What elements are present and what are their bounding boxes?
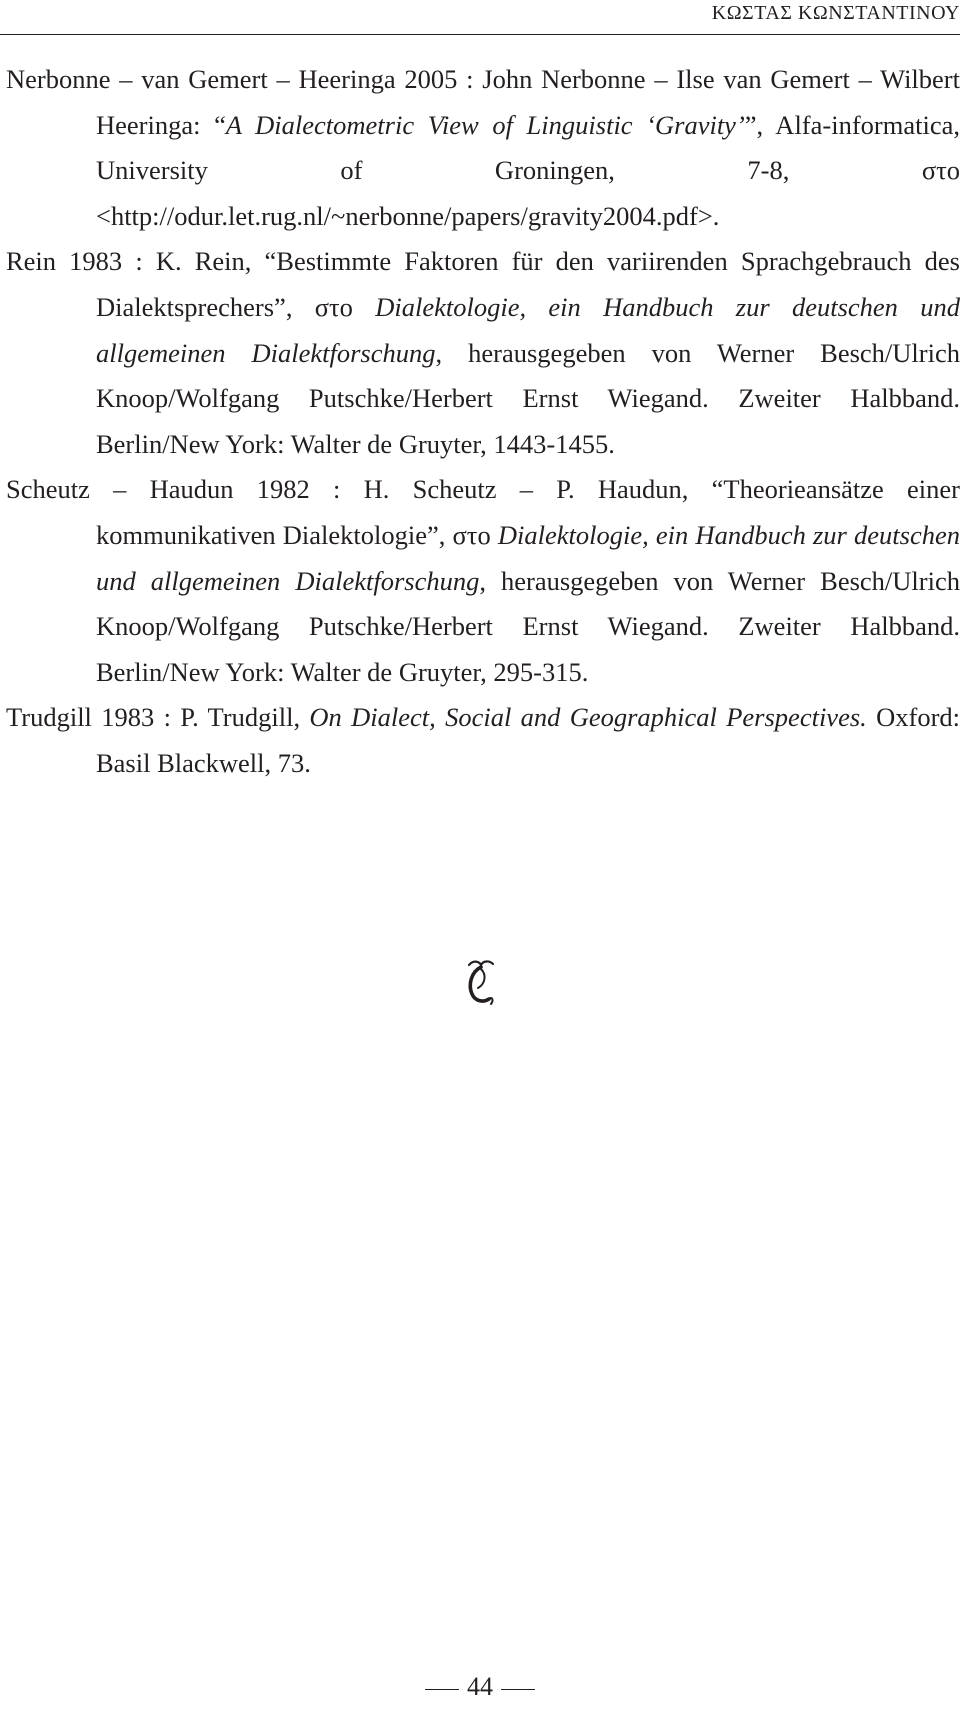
reference-key: Trudgill 1983 : <box>6 702 181 733</box>
page-footer <box>0 1672 960 1702</box>
folio-dash-right <box>501 1689 535 1690</box>
reference-title: A Dialectometric View of Linguistic ‘Gravity’ <box>225 109 745 140</box>
reference-title: Dialektologie, ein Handbuch zur deutschen und allgemeinen Dialektforschung <box>96 291 960 368</box>
reference-key: Scheutz – Haudun 1982 : <box>6 474 364 505</box>
reference-title: On Dialect, Social and Geographical Perspectives. <box>309 702 867 733</box>
reference-key: Rein 1983 : <box>6 246 156 277</box>
reference-entry <box>6 239 960 467</box>
reference-text: H. Scheutz – P. Haudun, “Theorieansätze einer kommunikativen Dialektologie”, στο <box>96 474 960 550</box>
reference-entry <box>6 57 960 239</box>
leaf-ornament-icon <box>463 958 499 1008</box>
reference-text: ”, Alfa-informatica, University of Groningen, 7-8, στο <http://odur.let.rug.nl/~nerbonne/papers/gravity2004.pdf>. <box>96 109 960 231</box>
reference-text: , herausgegeben von Werner Besch/Ulrich Knoop/Wolfgang Putschke/Herbert Ernst Wiegand. Zweiter Halbband. Berlin/New York: Walter de Gruyter, 295-315. <box>96 565 960 687</box>
running-header <box>0 0 960 35</box>
reference-text: John Nerbonne – Ilse van Gemert – Wilbert Heeringa: “ <box>96 64 960 140</box>
reference-entry <box>6 695 960 786</box>
reference-text: K. Rein, “Bestimmte Faktoren für den variirenden Sprachgebrauch des Dialektsprechers”, στο <box>96 246 960 322</box>
reference-text: , herausgegeben von Werner Besch/Ulrich Knoop/Wolfgang Putschke/Herbert Ernst Wiegand. Zweiter Halbband. Berlin/New York: Walter de Gruyter, 1443-1455. <box>96 337 960 459</box>
reference-title: Dialektologie, ein Handbuch zur deutschen und allgemeinen Dialektforschung <box>96 519 960 596</box>
folio-dash-left <box>425 1689 459 1690</box>
bibliography-list <box>6 57 960 787</box>
reference-entry <box>6 467 960 695</box>
reference-text: P. Trudgill, <box>180 702 310 733</box>
reference-text: Oxford: Basil Blackwell, 73. <box>96 702 960 778</box>
reference-key: Nerbonne – van Gemert – Heeringa 2005 : <box>6 64 483 94</box>
running-title: ΚΩΣΤΑΣ ΚΩΝΣΤΑΝΤΙΝΟΥ <box>711 2 960 24</box>
page-number: 44 <box>467 1672 493 1701</box>
